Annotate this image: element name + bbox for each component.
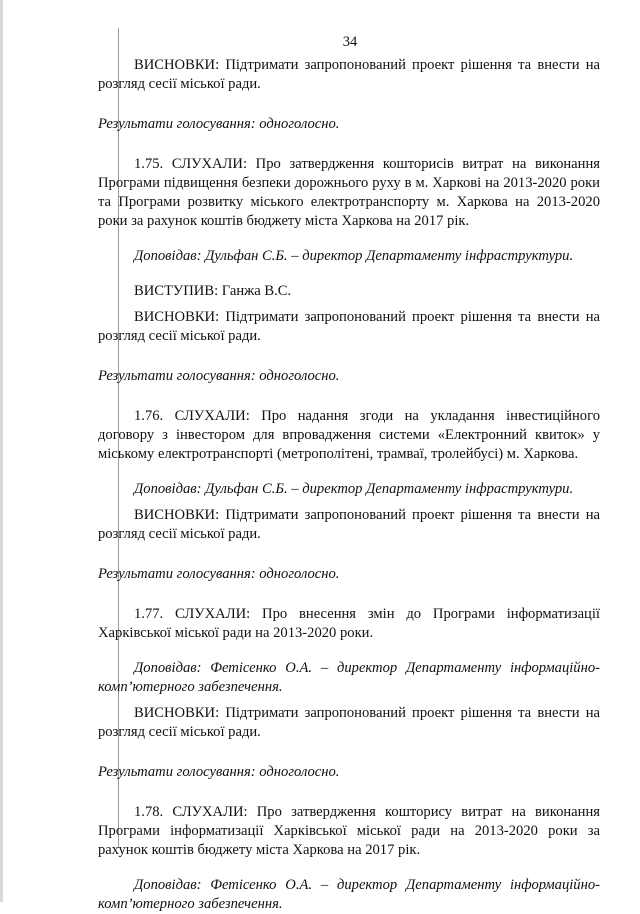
agenda-item-1-78 <box>98 803 600 860</box>
vote-text: одноголосно. <box>255 764 340 780</box>
heard-text: Про затвердження кошторису витрат на виконання Програми інформатизації Харківської міської ради на 2013-2020 роки за рахунок коштів бюджету міста Харкова на 2017 рік. <box>98 804 600 858</box>
vote-label: Результати голосування: <box>98 764 256 780</box>
vote-result <box>98 763 600 782</box>
conclusion-label: ВИСНОВКИ: <box>134 309 220 325</box>
page-number: 34 <box>342 34 358 50</box>
vote-label: Результати голосування: <box>98 368 256 384</box>
conclusion-label: ВИСНОВКИ: <box>134 57 220 73</box>
conclusion-text: Підтримати запропонований проект рішення та внести на розгляд сесії міської ради. <box>98 57 600 92</box>
vote-label: Результати голосування: <box>98 566 256 582</box>
vote-label: Результати голосування: <box>98 116 256 132</box>
conclusion-text: Підтримати запропонований проект рішення та внести на розгляд сесії міської ради. <box>98 507 600 542</box>
heard-text: Про внесення змін до Програми інформатизації Харківської міської ради на 2013-2020 роки. <box>98 606 600 641</box>
agenda-item-1-77 <box>98 605 600 643</box>
reporter-line: Доповідав: Фетісенко О.А. – директор Департаменту інформаційно-комп’ютерного забезпечення. <box>98 660 600 695</box>
heard-label: 1.75. СЛУХАЛИ: <box>134 156 248 172</box>
vote-text: одноголосно. <box>255 566 340 582</box>
agenda-item-1-75 <box>98 155 600 231</box>
conclusion-paragraph <box>98 308 600 346</box>
reporter-line: Доповідав: Фетісенко О.А. – директор Департаменту інформаційно-комп’ютерного забезпечення. <box>98 877 600 912</box>
speaker-line: ВИСТУПИВ: Ганжа В.С. <box>134 283 292 299</box>
conclusion-paragraph <box>98 704 600 742</box>
conclusion-paragraph <box>98 56 600 94</box>
vote-text: одноголосно. <box>255 116 340 132</box>
heard-text: Про надання згоди на укладання інвестиційного договору з інвестором для впровадження системи «Електронний квиток» у міському електротранспорті (метрополітені, трамваї, тролейбусі) м. Харкова. <box>98 408 600 462</box>
agenda-item-1-76 <box>98 407 600 464</box>
vote-result <box>98 565 600 584</box>
conclusion-paragraph <box>98 506 600 544</box>
heard-label: 1.77. СЛУХАЛИ: <box>134 606 251 622</box>
conclusion-label: ВИСНОВКИ: <box>134 507 220 523</box>
heard-label: 1.76. СЛУХАЛИ: <box>134 408 250 424</box>
conclusion-text: Підтримати запропонований проект рішення та внести на розгляд сесії міської ради. <box>98 309 600 344</box>
reporter-line: Доповідав: Дульфан С.Б. – директор Департаменту інфраструктури. <box>134 248 574 264</box>
vote-text: одноголосно. <box>255 368 340 384</box>
heard-text: Про затвердження кошторисів витрат на виконання Програми підвищення безпеки дорожнього руху в м. Харкові на 2013-2020 роки та Програми розвитку міського електротранспорту м. Харкова на 2013-2020 роки за рахунок коштів бюджету міста Харкова на 2017 рік. <box>98 156 600 229</box>
protocol-text <box>98 56 600 914</box>
vote-result <box>98 367 600 386</box>
conclusion-label: ВИСНОВКИ: <box>134 705 220 721</box>
reporter-line: Доповідав: Дульфан С.Б. – директор Департаменту інфраструктури. <box>134 481 574 497</box>
conclusion-text: Підтримати запропонований проект рішення та внести на розгляд сесії міської ради. <box>98 705 600 740</box>
heard-label: 1.78. СЛУХАЛИ: <box>134 804 248 820</box>
scan-edge <box>0 0 3 902</box>
vote-result <box>98 115 600 134</box>
